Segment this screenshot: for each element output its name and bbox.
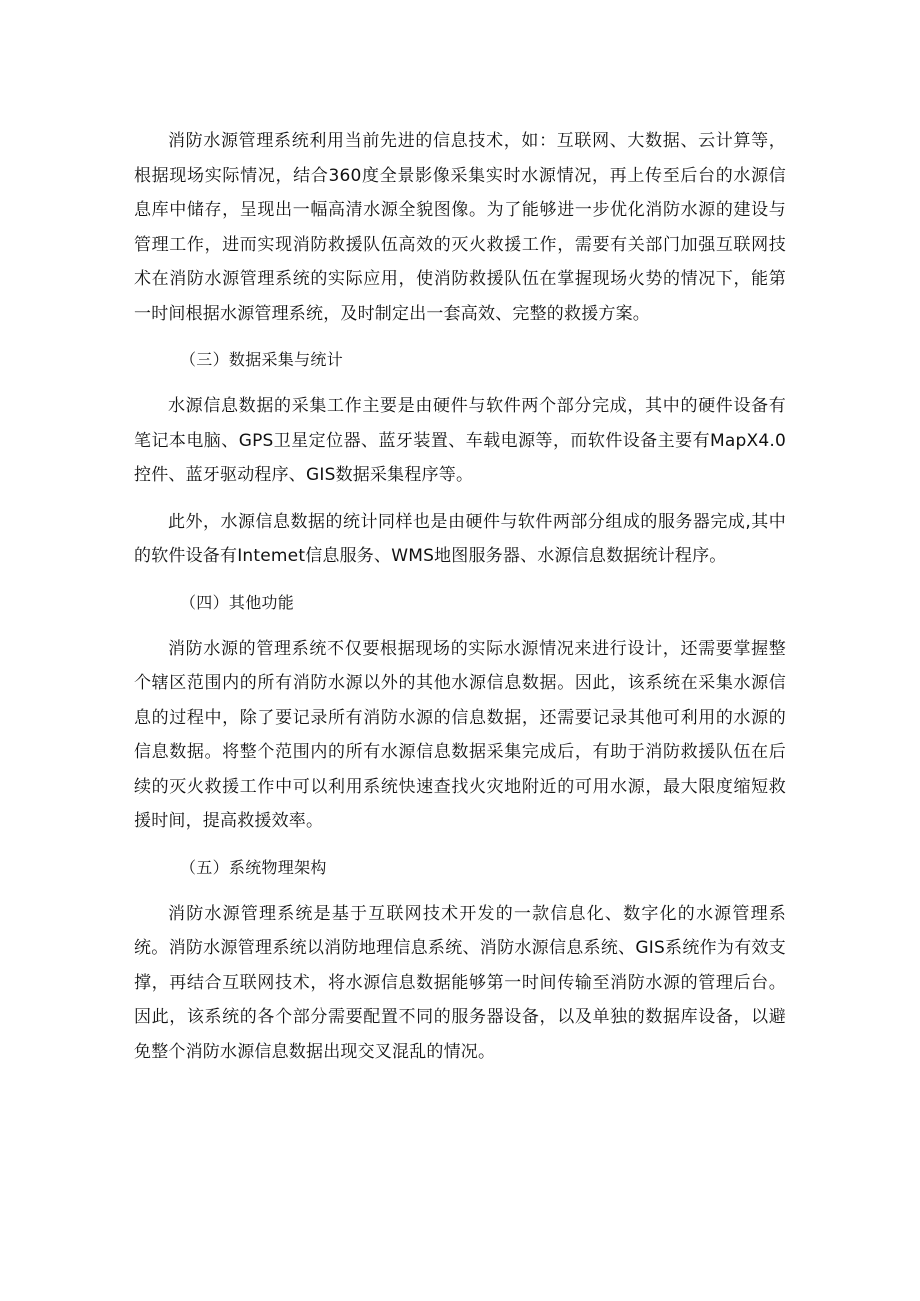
spacer <box>134 493 786 505</box>
spacer <box>134 839 786 851</box>
spacer <box>134 620 786 632</box>
paragraph-data-collection: 水源信息数据的采集工作主要是由硬件与软件两个部分完成，其中的硬件设备有笔记本电脑、GPS卫星定位器、蓝牙装置、车载电源等，而软件设备主要有MapX4.0控件、蓝牙驱动程序、GIS数据采集程序等。 <box>134 396 786 485</box>
spacer <box>134 574 786 586</box>
heading-data-collection: （三）数据采集与统计 <box>180 350 344 369</box>
spacer <box>134 885 786 897</box>
document-body <box>134 124 786 1069</box>
paragraph-system-overview: 消防水源管理系统利用当前先进的信息技术，如：互联网、大数据、云计算等，根据现场实际情况，结合360度全景影像采集实时水源情况，再上传至后台的水源信息库中储存，呈现出一幅高清水源全貌图像。为了能够进一步优化消防水源的建设与管理工作，进而实现消防救援队伍高效的灭火救援工作，需要有关部门加强互联网技术在消防水源管理系统的实际应用，使消防救援队伍在掌握现场火势的情况下，能第一时间根据水源管理系统，及时制定出一套高效、完整的救援方案。 <box>134 131 786 324</box>
heading-physical-architecture: （五）系统物理架构 <box>180 857 327 877</box>
paragraph-physical-architecture: 消防水源管理系统是基于互联网技术开发的一款信息化、数字化的水源管理系统。消防水源管理系统以消防地理信息系统、消防水源信息系统、GIS系统作为有效支撑，再结合互联网技术，将水源信息数据能够第一时间传输至消防水源的管理后台。因此，该系统的各个部分需要配置不同的服务器设备，以及单独的数据库设备，以避免整个消防水源信息数据出现交叉混乱的情况。 <box>134 903 786 1062</box>
heading-other-functions: （四）其他功能 <box>180 592 295 612</box>
paragraph-data-statistics: 此外，水源信息数据的统计同样也是由硬件与软件两部分组成的服务器完成,其中的软件设备有Intemet信息服务、WMS地图服务器、水源信息数据统计程序。 <box>134 511 786 566</box>
spacer <box>134 377 786 389</box>
paragraph-other-functions: 消防水源的管理系统不仅要根据现场的实际水源情况来进行设计，还需要掌握整个辖区范围内的所有消防水源以外的其他水源信息数据。因此，该系统在采集水源信息的过程中，除了要记录所有消防水源的信息数据，还需要记录其他可利用的水源的信息数据。将整个范围内的所有水源信息数据采集完成后，有助于消防救援队伍在后续的灭火救援工作中可以利用系统快速查找火灾地附近的可用水源，最大限度缩短救援时间，提高救援效率。 <box>134 638 786 831</box>
spacer <box>134 331 786 343</box>
